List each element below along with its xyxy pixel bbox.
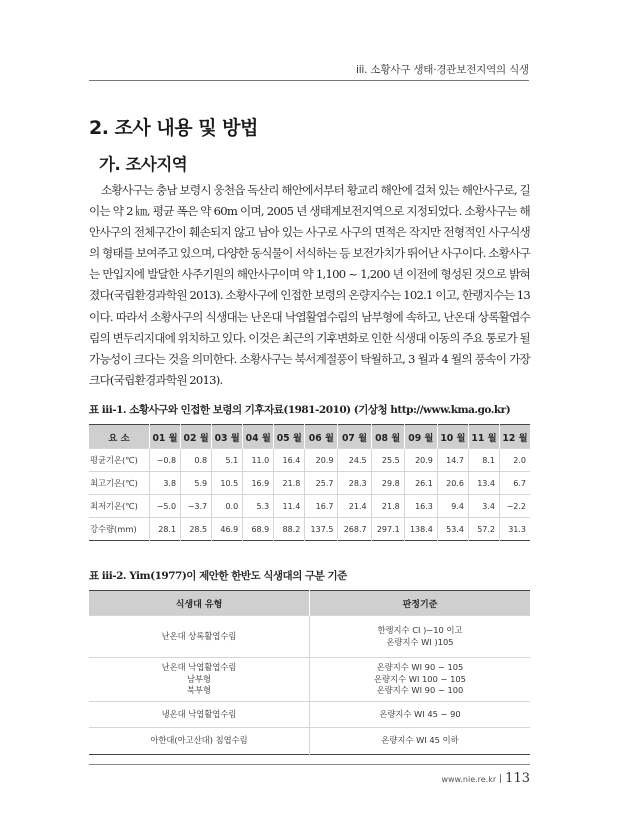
table-row — [89, 495, 530, 518]
value-cell: 8.1 — [468, 449, 499, 472]
value-cell: 10.5 — [212, 472, 243, 495]
running-header — [89, 58, 529, 81]
footer-rule — [89, 764, 530, 765]
header-cell: 식생대 유형 — [89, 591, 310, 616]
section-title: 2. 조사 내용 및 방법 — [89, 117, 258, 139]
row-label-cell: 강수량(mm) — [89, 518, 150, 541]
value-cell: 20.6 — [437, 472, 468, 495]
value-cell: 16.9 — [243, 472, 274, 495]
table-row — [89, 728, 530, 755]
value-cell: 28.5 — [181, 518, 212, 541]
header-cell: 10 월 — [437, 425, 468, 449]
footer — [441, 771, 530, 786]
table-row — [89, 658, 530, 702]
value-cell: 0.0 — [212, 495, 243, 518]
value-cell: 68.9 — [243, 518, 274, 541]
vegetation-table-header-row — [89, 591, 530, 616]
value-cell: 16.3 — [404, 495, 437, 518]
footer-url: www.nie.re.kr — [441, 775, 497, 784]
cell-line: 온량지수 WI 45 이하 — [381, 735, 459, 746]
cell-line: 난온대 상록활엽수림 — [161, 630, 237, 641]
page-number: 113 — [505, 771, 530, 786]
vegetation-type-cell — [89, 702, 310, 728]
value-cell: −5.0 — [150, 495, 181, 518]
header-cell: 07 월 — [338, 425, 371, 449]
header-cell: 02 월 — [181, 425, 212, 449]
header-cell: 요 소 — [89, 425, 150, 449]
cell-line: 남부형 — [186, 673, 212, 684]
header-cell: 06 월 — [305, 425, 338, 449]
value-cell: 20.9 — [305, 449, 338, 472]
value-cell: 6.7 — [500, 472, 531, 495]
value-cell: −2.2 — [500, 495, 531, 518]
value-cell: 21.8 — [274, 472, 305, 495]
value-cell: 21.8 — [371, 495, 404, 518]
cell-line: 아한대(아고산대) 침엽수림 — [150, 735, 248, 746]
table-row — [89, 518, 530, 541]
header-cell: 11 월 — [468, 425, 499, 449]
value-cell: 29.8 — [371, 472, 404, 495]
climate-table-header-row — [89, 425, 530, 449]
value-cell: 31.3 — [500, 518, 531, 541]
value-cell: 25.5 — [371, 449, 404, 472]
vegetation-zone-table — [89, 590, 530, 755]
value-cell: 5.1 — [212, 449, 243, 472]
criteria-cell — [310, 616, 531, 658]
header-cell: 01 월 — [150, 425, 181, 449]
value-cell: 137.5 — [305, 518, 338, 541]
row-label-cell: 최고기온(℃) — [89, 472, 150, 495]
table-row — [89, 449, 530, 472]
table-row — [89, 702, 530, 728]
cell-line: 온량지수 WI 90 − 105 — [376, 662, 464, 673]
cell-line: 온량지수 WI 90 − 100 — [376, 685, 464, 696]
value-cell: 53.4 — [437, 518, 468, 541]
header-cell: 08 월 — [371, 425, 404, 449]
value-cell: 5.9 — [181, 472, 212, 495]
value-cell: 24.5 — [338, 449, 371, 472]
header-cell: 03 월 — [212, 425, 243, 449]
value-cell: −0.8 — [150, 449, 181, 472]
value-cell: 25.7 — [305, 472, 338, 495]
cell-line: 온량지수 WI )105 — [386, 636, 454, 647]
value-cell: 57.2 — [468, 518, 499, 541]
value-cell: 3.4 — [468, 495, 499, 518]
table-row — [89, 472, 530, 495]
header-cell: 12 월 — [500, 425, 531, 449]
header-cell: 09 월 — [404, 425, 437, 449]
value-cell: 0.8 — [181, 449, 212, 472]
value-cell: 13.4 — [468, 472, 499, 495]
vegetation-type-cell — [89, 616, 310, 658]
cell-line: 북부형 — [186, 685, 212, 696]
value-cell: 14.7 — [437, 449, 468, 472]
value-cell: 11.4 — [274, 495, 305, 518]
value-cell: 20.9 — [404, 449, 437, 472]
table1-caption: 표 iii-1. 소황사구와 인접한 보령의 기후자료(1981-2010) (기상청 http://www.kma.go.kr) — [89, 404, 511, 416]
criteria-cell — [310, 728, 531, 755]
value-cell: 268.7 — [338, 518, 371, 541]
value-cell: 9.4 — [437, 495, 468, 518]
header-cell: 04 월 — [243, 425, 274, 449]
criteria-cell — [310, 658, 531, 702]
criteria-cell — [310, 702, 531, 728]
value-cell: 21.4 — [338, 495, 371, 518]
vegetation-type-cell — [89, 658, 310, 702]
value-cell: 3.8 — [150, 472, 181, 495]
header-cell: 05 월 — [274, 425, 305, 449]
cell-line: 온량지수 WI 100 − 105 — [374, 673, 466, 684]
cell-line: 온량지수 WI 45 − 90 — [379, 708, 461, 719]
value-cell: −3.7 — [181, 495, 212, 518]
value-cell: 88.2 — [274, 518, 305, 541]
cell-line: 난온대 낙엽활엽수림 — [161, 662, 237, 673]
value-cell: 16.7 — [305, 495, 338, 518]
cell-line: 냉온대 낙엽활엽수림 — [161, 708, 237, 719]
header-text: iii. 소황사구 생태·경관보전지역의 식생 — [356, 64, 529, 76]
value-cell: 138.4 — [404, 518, 437, 541]
value-cell: 297.1 — [371, 518, 404, 541]
footer-separator — [500, 774, 501, 783]
value-cell: 28.3 — [338, 472, 371, 495]
body-paragraph: 소황사구는 충남 보령시 웅천읍 독산리 해안에서부터 황교리 해안에 걸쳐 있는 해안사구로, 길이는 약 2 ㎞, 평균 폭은 약 60m 이며, 2005 년 생태계보전지역으로 지정되었다. 소황사구는 해안사구의 전체구간이 훼손되지 않고 남아 있는 사구로 사구의 면적은 작지만 전형적인 사구식생의 형태를 보여주고 있으며, 다양한 동식물이 서식하는 등 보전가치가 뛰어난 사구이다. 소황사구는 만입지에 발달한 사주기원의 해안사구이며 약 1,100 ~ 1,200 년 이전에 형성된 것으로 밝혀졌다(국립환경과학원 2013). 소황사구에 인접한 보령의 온량지수는 102.1 이고, 한랭지수는 13 이다. 따라서 소황사구의 식생대는 난온대 낙엽활엽수림의 남부형에 속하고, 난온대 상록활엽수림의 변두리지대에 위치하고 있다. 이것은 최근의 기후변화로 인한 식생대 이동의 주요 통로가 될 가능성이 크다는 것을 의미한다. 소황사구는 북서계절풍이 탁월하고, 3 월과 4 월의 풍속이 가장 크다(국립환경과학원 2013). — [89, 183, 530, 387]
cell-line: 한랭지수 CI )−10 이고 — [377, 625, 463, 635]
value-cell: 46.9 — [212, 518, 243, 541]
sub-title: 가. 조사지역 — [99, 155, 188, 174]
value-cell: 28.1 — [150, 518, 181, 541]
row-label-cell: 평균기온(℃) — [89, 449, 150, 472]
header-cell: 판정기준 — [310, 591, 531, 616]
value-cell: 5.3 — [243, 495, 274, 518]
vegetation-type-cell — [89, 728, 310, 755]
row-label-cell: 최저기온(℃) — [89, 495, 150, 518]
value-cell: 11.0 — [243, 449, 274, 472]
table-row — [89, 616, 530, 658]
climate-table — [89, 424, 530, 541]
value-cell: 26.1 — [404, 472, 437, 495]
value-cell: 2.0 — [500, 449, 531, 472]
value-cell: 16.4 — [274, 449, 305, 472]
table2-caption: 표 iii-2. Yim(1977)이 제안한 한반도 식생대의 구분 기준 — [89, 570, 347, 582]
